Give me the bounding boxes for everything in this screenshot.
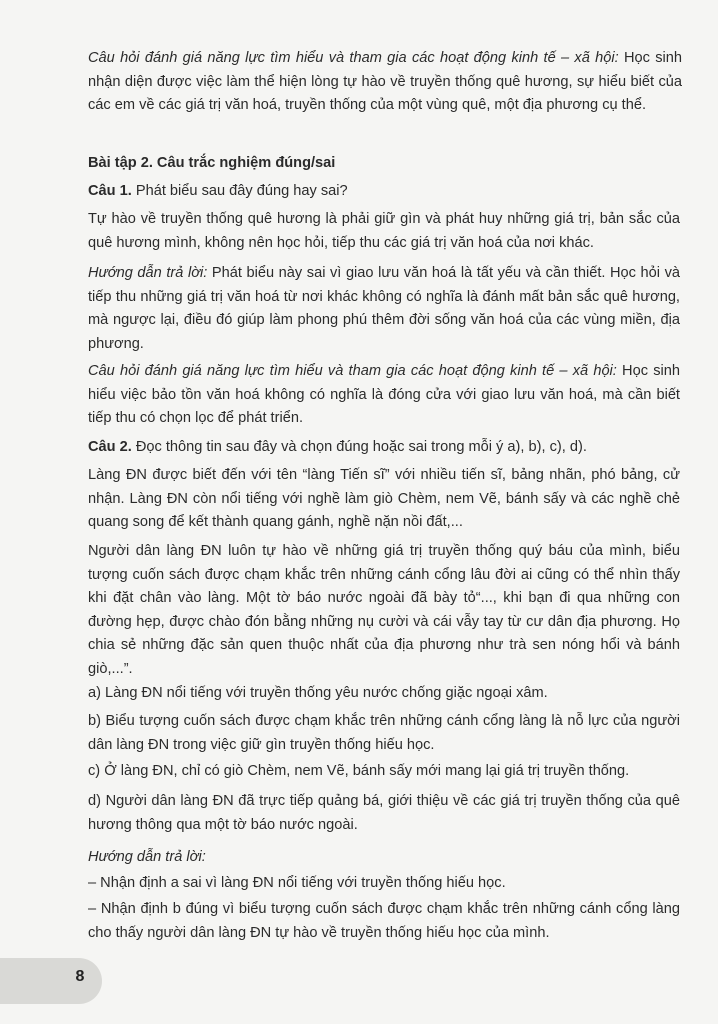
question-1-label: Câu 1. bbox=[88, 183, 132, 199]
question-2-prompt: Đọc thông tin sau đây và chọn đúng hoặc sai trong mỗi ý a), b), c), d). bbox=[131, 439, 587, 455]
option-c: c) Ở làng ĐN, chỉ có giò Chèm, nem Vẽ, bánh sấy mới mang lại giá trị truyền thống. bbox=[88, 763, 630, 779]
question-1 bbox=[88, 180, 688, 204]
option-a: a) Làng ĐN nổi tiếng với truyền thống yêu nước chống giặc ngoại xâm. bbox=[88, 685, 548, 701]
intro-paragraph bbox=[88, 47, 682, 118]
intro-label: Câu hỏi đánh giá năng lực tìm hiểu và tham gia các hoạt động kinh tế – xã hội: bbox=[88, 50, 619, 66]
section-heading: Bài tập 2. Câu trắc nghiệm đúng/sai bbox=[88, 155, 336, 171]
question-1-guide-text: Phát biểu này sai vì giao lưu văn hoá là tất yếu và cần thiết. Học hỏi và tiếp thu những giá trị văn hoá từ nơi khác không có nghĩa là đánh mất bản sắc quê hương, mà ngược lại, điều đó giúp làm phong phú thêm đời sống văn hoá của các vùng miền, địa phương. bbox=[88, 265, 680, 352]
answer-b: – Nhận định b đúng vì biểu tượng cuốn sách được chạm khắc trên những cánh cổng làng cho thấy người dân làng ĐN tự hào về truyền thống hiếu học của mình. bbox=[88, 901, 680, 941]
question-2-guide-label: Hướng dẫn trả lời: bbox=[88, 849, 206, 865]
question-1-assessment-text: Học sinh hiểu việc bảo tồn văn hoá không có nghĩa là đóng cửa với giao lưu văn hoá, mà cần biết tiếp thu có chọn lọc để phát triển. bbox=[88, 363, 680, 426]
question-1-statement: Tự hào về truyền thống quê hương là phải giữ gìn và phát huy những giá trị, bản sắc của quê hương mình, không nên học hỏi, tiếp thu các giá trị văn hoá của nơi khác. bbox=[88, 211, 680, 251]
option-d: d) Người dân làng ĐN đã trực tiếp quảng bá, giới thiệu về các giá trị truyền thống của quê hương thông qua một tờ báo nước ngoài. bbox=[88, 793, 680, 833]
question-1-prompt: Phát biểu sau đây đúng hay sai? bbox=[131, 183, 348, 199]
question-1-assessment-label: Câu hỏi đánh giá năng lực tìm hiểu và tham gia các hoạt động kinh tế – xã hội: bbox=[88, 363, 617, 379]
question-1-guide-label: Hướng dẫn trả lời: bbox=[88, 265, 208, 281]
question-2-label: Câu 2. bbox=[88, 439, 132, 455]
question-1-assessment bbox=[88, 360, 680, 431]
question-1-guide bbox=[88, 262, 680, 356]
answer-a: – Nhận định a sai vì làng ĐN nổi tiếng với truyền thống hiếu học. bbox=[88, 875, 506, 891]
option-b: b) Biểu tượng cuốn sách được chạm khắc trên những cánh cổng làng là nỗ lực của người dân làng ĐN trong việc giữ gìn truyền thống hiếu học. bbox=[88, 713, 680, 753]
question-2-paragraph-1: Làng ĐN được biết đến với tên “làng Tiến sĩ” với nhiều tiến sĩ, bảng nhãn, phó bảng, cử nhận. Làng ĐN còn nổi tiếng với nghề làm giò Chèm, nem Vẽ, bánh sấy và các nghề chẻ quang song để kết thành quang gánh, nghề nặn nồi đất,... bbox=[88, 467, 680, 530]
question-2 bbox=[88, 436, 688, 460]
question-2-paragraph-2: Người dân làng ĐN luôn tự hào về những giá trị truyền thống quý báu của mình, biểu tượng cuốn sách được chạm khắc trên những cánh cổng lâu đời ai cũng có thể nhìn thấy khi đặt chân vào làng. Một tờ báo nước ngoài đã bày tỏ“..., khi bạn đi qua những con đường hẹp, được chào đón bằng những nụ cười và cái vẫy tay từ cư dân địa phương. Họ chia sẻ những đặc sản quen thuộc nhất của địa phương như trà sen nóng hổi và bánh giò,...”. bbox=[88, 543, 680, 677]
intro-text: Học sinh nhận diện được việc làm thể hiện lòng tự hào về truyền thống quê hương, sự hiểu biết của các em về các giá trị văn hoá, truyền thống của một vùng quê, một địa phương cụ thể. bbox=[88, 50, 682, 113]
page-number: 8 bbox=[75, 968, 85, 985]
